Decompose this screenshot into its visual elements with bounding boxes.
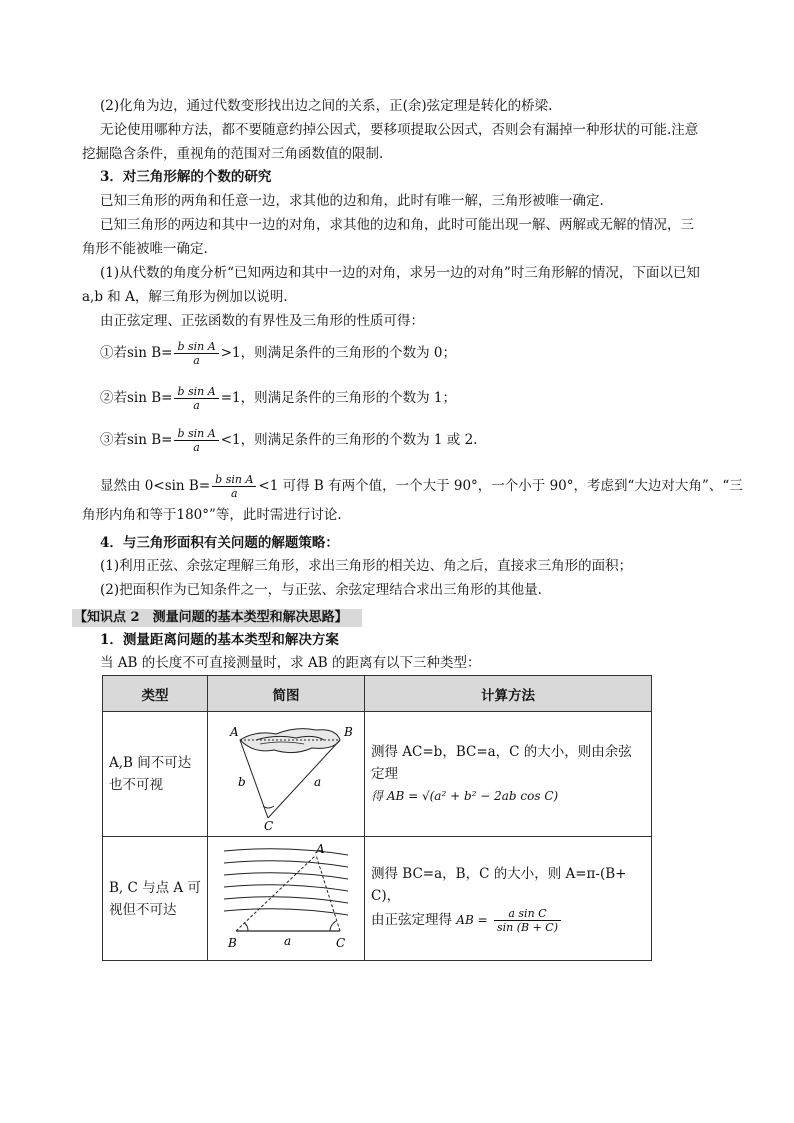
case-3-suffix: <1，则满足条件的三角形的个数为 1 或 2. [220, 432, 478, 448]
label-b-point: B [344, 725, 353, 739]
river-line [224, 848, 348, 854]
fraction-numerator: b sin A [212, 473, 256, 487]
method-line-1: 测得 BC=a，B，C 的大小，则 A=π-(B+ C)， [371, 866, 627, 904]
fraction-denominator: a [193, 354, 200, 367]
case-1 [100, 340, 456, 367]
segment-ca [316, 855, 340, 931]
type-line-2: 视但不可达 [109, 901, 177, 918]
fraction [174, 427, 218, 454]
label-c-point: C [264, 819, 274, 832]
case-1-suffix: >1，则满足条件的三角形的个数为 0； [220, 345, 456, 361]
case-2 [100, 385, 456, 412]
river-triangle-diagram [216, 716, 356, 832]
river-line [224, 860, 348, 866]
fraction-numerator: b sin A [174, 340, 218, 354]
river-line [224, 872, 348, 878]
label-side-a: a [284, 933, 292, 948]
angle-c-arc [330, 921, 336, 931]
paragraph-p8: (1)利用正弦、余弦定理解三角形，求出三角形的相关边、角之后，直接求三角形的面积； [100, 558, 633, 574]
river-line [224, 896, 348, 902]
formula-fraction [494, 907, 561, 934]
type-line-2: 也不可视 [109, 777, 163, 793]
formula-numerator: a sin C [494, 907, 561, 921]
fraction-denominator: a [230, 487, 238, 500]
case-3 [100, 427, 477, 454]
case-2-prefix: ②若sin B= [100, 390, 173, 406]
p7-prefix: 显然由 0<sin B= [100, 478, 211, 494]
method-cell [365, 837, 652, 961]
subsection-heading: 1．测量距离问题的基本类型和解决方案 [100, 632, 339, 648]
paragraph-p2a: 无论使用哪种方法，都不要随意约掉公因式，要移项提取公因式，否则会有漏掉一种形状的可能.注意 [100, 122, 699, 138]
section-heading-3: 3．对三角形解的个数的研究 [100, 169, 272, 185]
label-c-point: C [336, 935, 346, 950]
paragraph-p3: 已知三角形的两角和任意一边，求其他的边和角，此时有唯一解，三角形被唯一确定. [100, 193, 604, 209]
method-cell [365, 712, 652, 837]
table-row [103, 712, 652, 837]
section-heading-4: 4．与三角形面积有关问题的解题策略： [100, 535, 339, 551]
table-row [103, 837, 652, 961]
type-cell [103, 712, 208, 837]
formula-lhs: AB = [456, 913, 488, 927]
label-a-point: A [230, 725, 239, 739]
formula-denominator: sin (B + C) [496, 921, 558, 934]
paragraph-p2b: 挖掘隐含条件，重视角的范围对三角函数值的限制. [82, 146, 384, 162]
obstacle-shape [240, 729, 340, 753]
paragraph-p7b: 角形内角和等于180°”等，此时需进行讨论. [82, 507, 342, 523]
label-a-point: A [316, 841, 325, 856]
header-type: 类型 [103, 676, 208, 712]
river-line [224, 884, 348, 890]
type-cell [103, 837, 208, 961]
case-1-prefix: ①若sin B= [100, 345, 173, 361]
type-line-1: B, C 与点 A 可 [109, 879, 201, 896]
paragraph-p4a: 已知三角形的两边和其中一边的对角，求其他的边和角，此时可能出现一解、两解或无解的情况，三 [100, 217, 694, 233]
segment-ba [236, 855, 316, 931]
table-header-row [103, 676, 652, 712]
paragraph-p1: (2)化角为边，通过代数变形找出边之间的关系，正(余)弦定理是转化的桥梁. [100, 98, 553, 114]
intro-text: 当 AB 的长度不可直接测量时，求 AB 的距离有以下三种类型： [100, 655, 481, 671]
fraction [174, 385, 218, 412]
paragraph-p5a: (1)从代数的角度分析“已知两边和其中一边的对角，求另一边的对角”时三角形解的情况，下面以已知 [100, 265, 700, 281]
fraction-denominator: a [193, 399, 200, 412]
fraction [212, 473, 256, 500]
diagram-cell [208, 712, 365, 837]
method-line-1: 测得 AC=b，BC=a，C 的大小，则由余弦定理 [371, 744, 632, 782]
type-line-1: A,B 间不可达 [109, 755, 192, 771]
diagram-cell [208, 837, 365, 961]
paragraph-p7 [100, 473, 743, 500]
p7-suffix: <1 可得 B 有两个值，一个大于 90°，一个小于 90°，考虑到“大边对大角”、“三 [258, 478, 743, 494]
case-3-prefix: ③若sin B= [100, 432, 173, 448]
method-line-2: 得 AB = √(a² + b² − 2ab cos C) [371, 789, 559, 803]
fraction [174, 340, 218, 367]
header-diagram: 简图 [208, 676, 365, 712]
river-banks-diagram [216, 841, 356, 957]
label-side-a: a [314, 775, 322, 789]
method-line-2 [371, 907, 645, 934]
measurement-table [102, 675, 652, 961]
angle-b-arc [244, 923, 248, 931]
paragraph-p9: (2)把面积作为已知条件之一，与正弦、余弦定理结合求出三角形的其他量. [100, 582, 542, 598]
paragraph-p6: 由正弦定理、正弦函数的有界性及三角形的性质可得： [100, 313, 424, 329]
fraction-numerator: b sin A [174, 427, 218, 441]
header-method: 计算方法 [365, 676, 652, 712]
paragraph-p5b: a,b 和 A，解三角形为例加以说明. [82, 289, 288, 305]
knowledge-point-heading: 【知识点 2 测量问题的基本类型和解决思路】 [72, 609, 362, 627]
paragraph-p4b: 角形不能被唯一确定. [82, 241, 208, 257]
river-line [224, 908, 348, 914]
case-2-suffix: =1，则满足条件的三角形的个数为 1； [220, 390, 456, 406]
fraction-numerator: b sin A [174, 385, 218, 399]
method-prefix: 由正弦定理得 [371, 912, 452, 928]
fraction-denominator: a [193, 441, 200, 454]
label-b-point: B [228, 935, 237, 950]
label-side-b: b [238, 775, 246, 789]
